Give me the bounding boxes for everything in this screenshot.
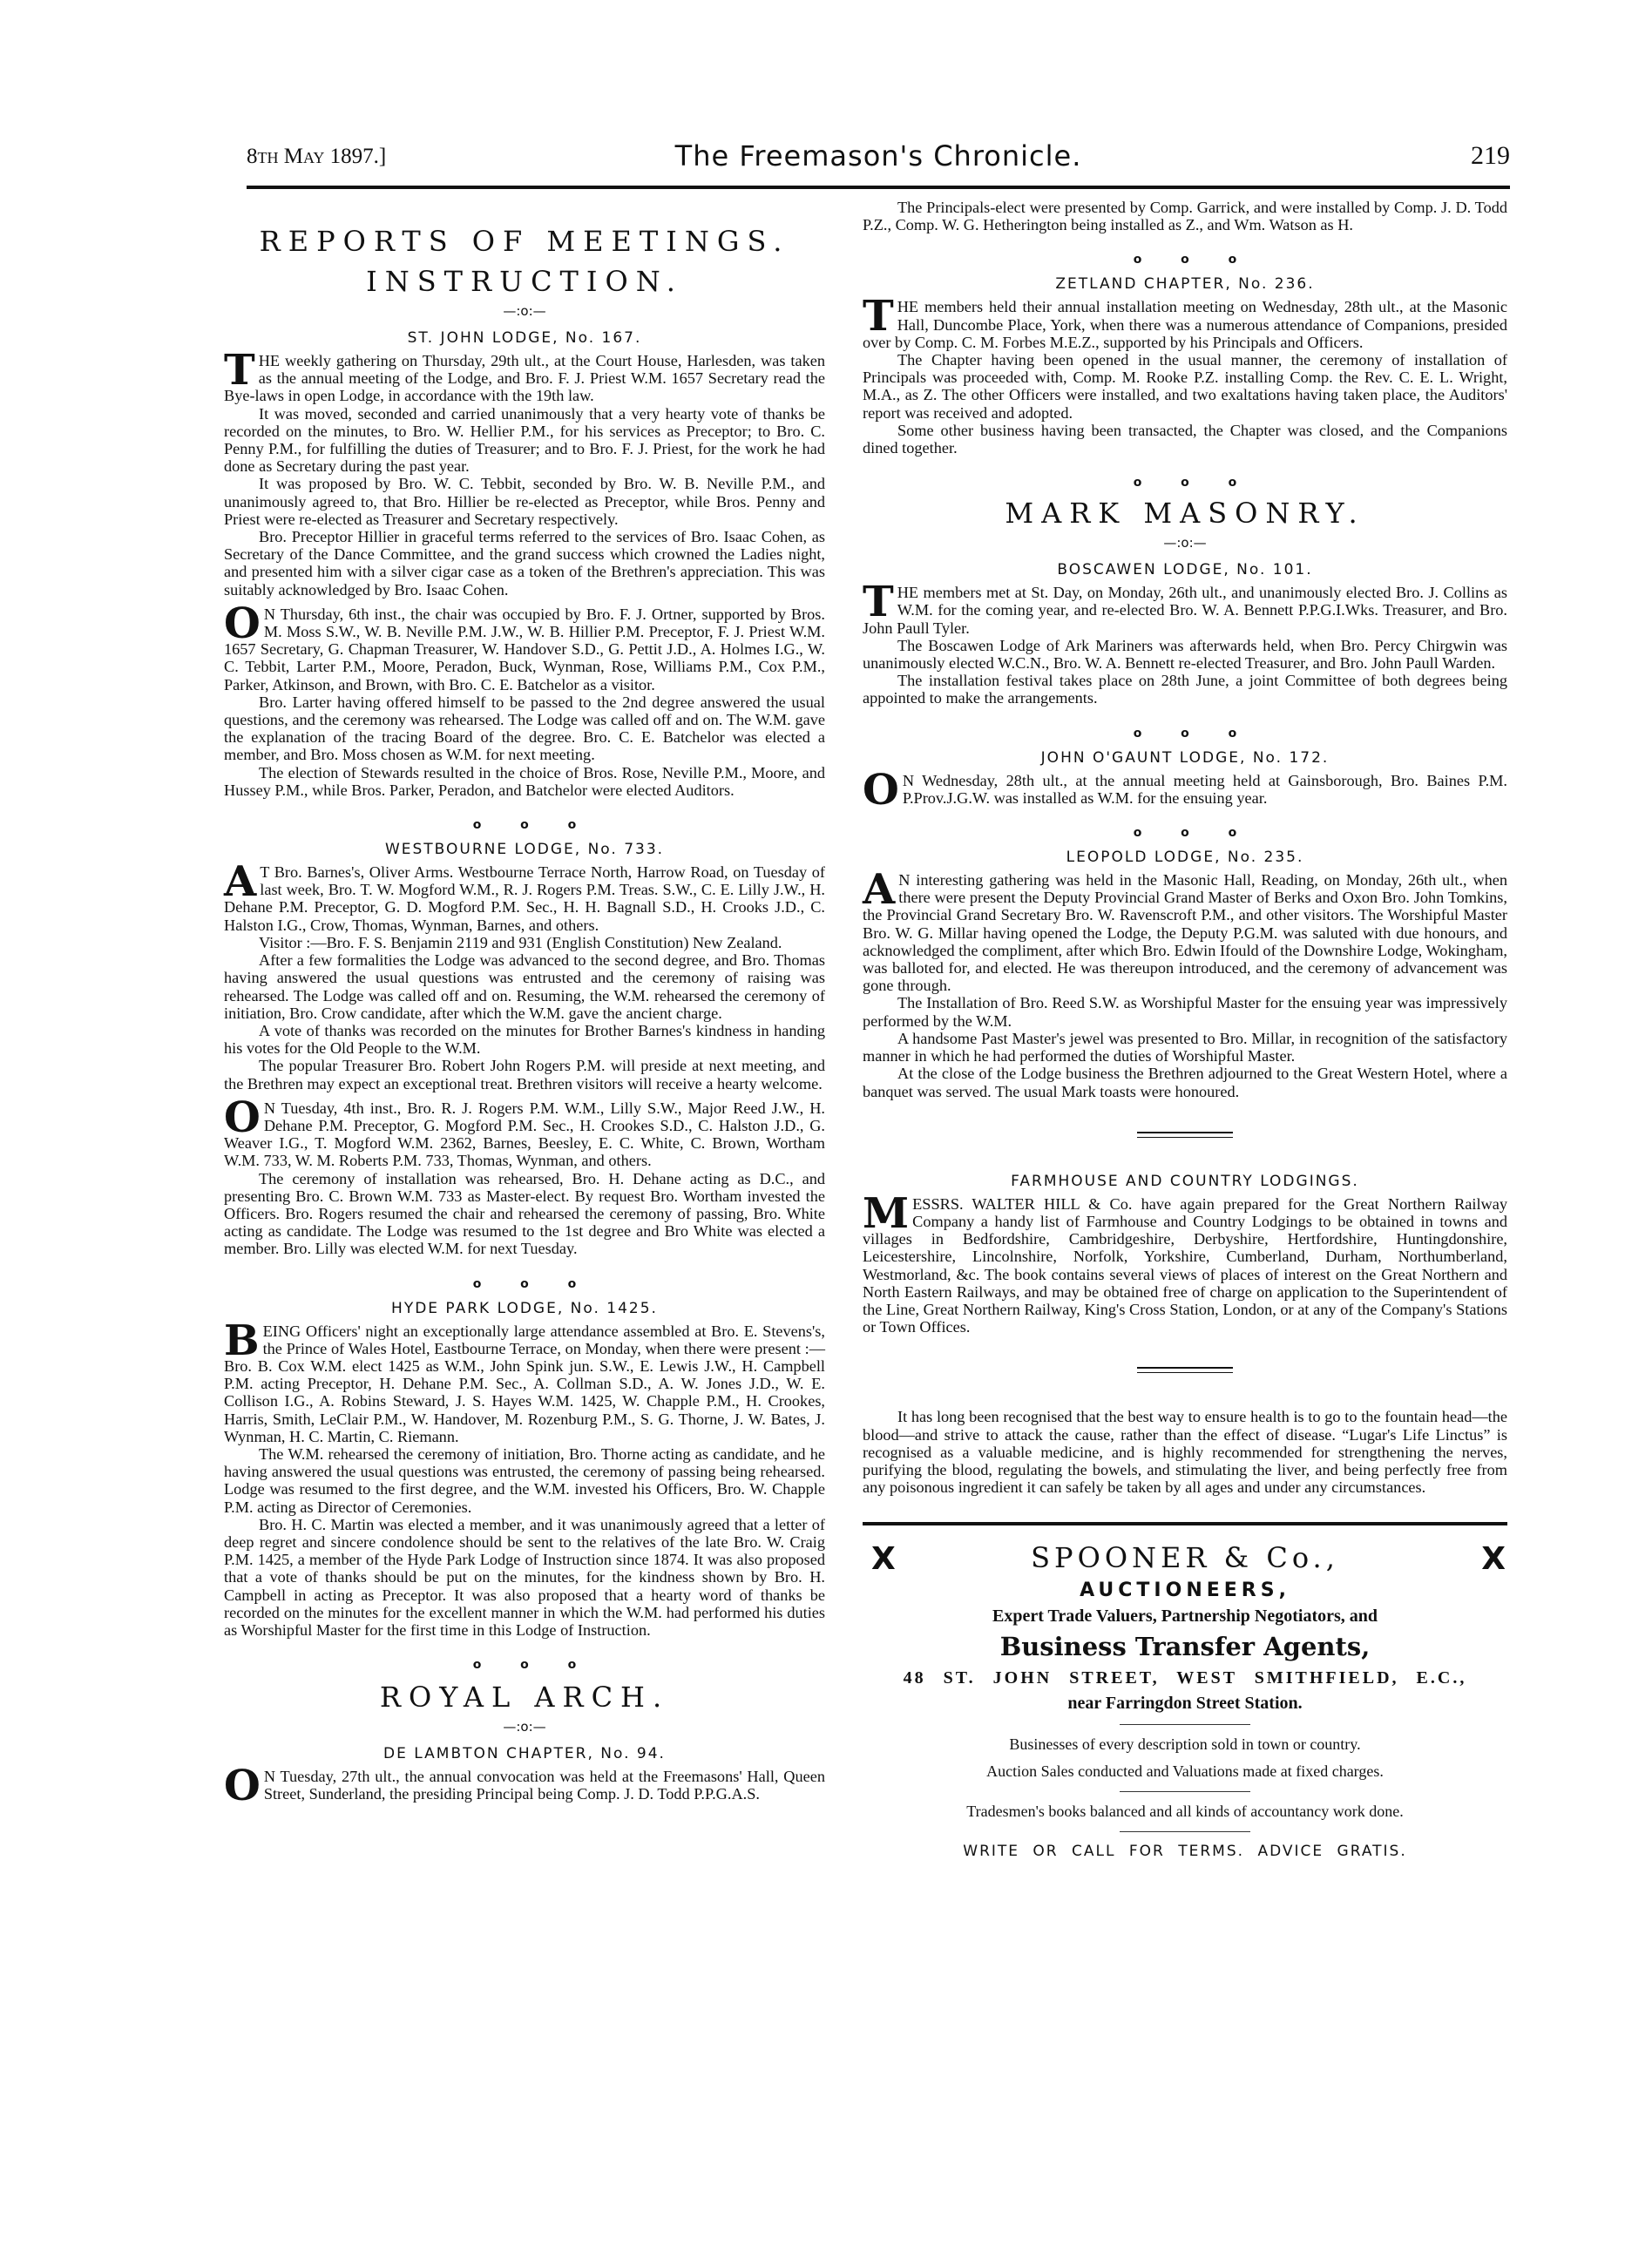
- divider: [1120, 1724, 1250, 1725]
- paragraph: A handsome Past Master's jewel was presented to Bro. Millar, in recognition of the satisfactory manner in which he had performed the duties of Worshipful Master.: [863, 1029, 1507, 1065]
- divider-mark: —:o:—: [503, 303, 546, 319]
- paragraph: The Boscawen Lodge of Ark Mariners was afterwards held, when Bro. Percy Chirgwin was unanimously elected W.C.N., Bro. W. A. Bennett re-elected Treasurer, and Bro. John Paull Warden.: [863, 636, 1507, 673]
- section-title-reports: REPORTS OF MEETINGS.: [259, 225, 790, 258]
- paragraph: O N Tuesday, 27th ult., the annual convocation was held at the Freemasons' Hall, Queen Street, Sunderland, the presiding Principal being Comp. J. D. Todd P.P.G.A.S.: [224, 1762, 825, 1811]
- continuation-paragraph: The Principals-elect were presented by Comp. Garrick, and were installed by Comp. J. D. Todd P.Z., Comp. W. G. Hetherington being installed as Z., and Wm. Watson as H.: [863, 199, 1507, 234]
- ad-line: Auction Sales conducted and Valuations made at fixed charges.: [986, 1762, 1384, 1781]
- article-heading: ZETLAND CHAPTER, No. 236.: [1055, 275, 1315, 294]
- article-heading: HYDE PARK LODGE, No. 1425.: [391, 1299, 658, 1317]
- section-royal-arch: [224, 1681, 825, 1811]
- page-number: 219: [1471, 141, 1510, 170]
- paragraph: It was proposed by Bro. W. C. Tebbit, seconded by Bro. W. B. Neville P.M., and unanimously agreed to, that Bro. Hillier be re-elected as Preceptor, while Bros. Penny and Priest were re-elected as Treasurer and Secretary respectively.: [224, 475, 825, 528]
- article-farmhouse-lodgings: [863, 1173, 1507, 1336]
- separator: o o o: [472, 818, 577, 833]
- short-rule: [1137, 1132, 1233, 1138]
- paragraph: Bro. Larter having offered himself to be passed to the 2nd degree answered the usual questions, and the ceremony was rehearsed. The Lodge was called off and on. The W.M. gave the explanation of the tracing Board of the degree. Bro. C. E. Batchelor was elected a member, and Bro. Moss chosen as W.M. for next meeting.: [224, 693, 825, 764]
- paragraph: The popular Treasurer Bro. Robert John Rogers P.M. will preside at next meeting, and the Brethren may expect an exceptional treat. Brethren visitors will receive a hearty welcome.: [224, 1057, 825, 1092]
- article-heading: ST. JOHN LODGE, No. 167.: [407, 329, 642, 347]
- services: Expert Trade Valuers, Partnership Negotiators, and: [992, 1606, 1378, 1627]
- address: 48 ST. JOHN STREET, WEST SMITHFIELD, E.C.,: [903, 1668, 1467, 1688]
- firm-name: SPOONER & Co.,: [1031, 1541, 1339, 1575]
- paragraph: The W.M. rehearsed the ceremony of initiation, Bro. Thorne acting as candidate, and he having answered the usual questions was entrusted, the ceremony of passing being rehearsed. Lodge was resumed to the first degree, and the W.M. invested his Officers, Bro. W. Chapple P.M. acting as Director of Ceremonies.: [224, 1444, 825, 1516]
- paragraph: After a few formalities the Lodge was advanced to the second degree, and Bro. Thomas having answered the usual questions was entrusted and the ceremony of raising was rehearsed. The Lodge was called off and on. Resuming, the W.M. rehearsed the ceremony of initiation, Bro. Crow candidate, after which the W.M. gave the ancient charge.: [224, 951, 825, 1022]
- paragraph: A vote of thanks was recorded on the minutes for Brother Barnes's kindness in handing his votes for the Old People to the W.M.: [224, 1021, 825, 1058]
- drop-cap: O: [224, 1092, 261, 1142]
- paragraph: The installation festival takes place on 28th June, a joint Committee of both degrees being appointed to make the arrangements.: [863, 672, 1507, 707]
- left-column: [224, 199, 825, 1811]
- divider-mark: —:o:—: [1163, 535, 1207, 551]
- lugar-notice: It has long been recognised that the best way to ensure health is to go to the fountain head—the blood—and strive to attack the cause, rather than the effect of disease. “Lugar's Life Linctus” is recognised as a valuable medicine, and is highly recommended for strengthening the nerves, purifying the blood, regulating the bowels, and stimulating the liver, and being perfectly free from any poisonous ingredient it can safely be taken by all ages and under any circumstances.: [863, 1408, 1507, 1497]
- article-heading: FARMHOUSE AND COUNTRY LODGINGS.: [1011, 1172, 1359, 1190]
- separator: o o o: [1133, 826, 1237, 841]
- drop-cap: T: [224, 346, 255, 395]
- header-rule: [247, 186, 1510, 189]
- separator: o o o: [1133, 726, 1237, 741]
- article-heading: DE LAMBTON CHAPTER, No. 94.: [383, 1745, 666, 1763]
- short-rule: [1137, 1367, 1233, 1373]
- paragraph: THE weekly gathering on Thursday, 29th ult., at the Court House, Harlesden, was taken as the annual meeting of the Lodge, and Bro. F. J. Priest W.M. 1657 Secretary read the Bye-laws in open Lodge, in accordance with the 19th law.: [224, 346, 825, 405]
- issue-date: 8th May 1897.]: [247, 145, 387, 168]
- paragraph: Visitor :—Bro. F. S. Benjamin 2119 and 931 (English Constitution) New Zealand.: [259, 933, 782, 951]
- trade: AUCTIONEERS,: [1080, 1579, 1290, 1602]
- separator: o o o: [1133, 476, 1237, 490]
- article-westbourne-lodge: [224, 841, 825, 1257]
- divider-mark: —:o:—: [503, 1719, 546, 1735]
- article-heading: JOHN O'GAUNT LODGE, No. 172.: [1040, 748, 1330, 767]
- drop-cap: T: [863, 578, 894, 627]
- drop-cap: O: [224, 599, 261, 648]
- paragraph: The ceremony of installation was rehearsed, Bro. H. Dehane acting as D.C., and presenting Bro. C. Brown W.M. 733 as Master-elect. By request Bro. Wortham invested the Officers. Bro. Rogers resumed the chair and rehearsed the ceremony of passing, Bro. White acting as candidate. The Lodge was resumed to the 1st degree and Bro White was elected a member. Bro. Lilly was elected W.M. for next Tuesday.: [224, 1169, 825, 1258]
- separator: o o o: [472, 1276, 577, 1291]
- advert-rule: [863, 1522, 1507, 1525]
- ad-line: Businesses of every description sold in town or country.: [1009, 1735, 1361, 1754]
- paragraph: Some other business having been transacted, the Chapter was closed, and the Companions dined together.: [863, 421, 1507, 457]
- paragraph: At the close of the Lodge business the Brethren adjourned to the Great Western Hotel, where a banquet was served. The usual Mark toasts were honoured.: [863, 1065, 1507, 1100]
- divider: [1120, 1831, 1250, 1832]
- paragraph: THE members met at St. Day, on Monday, 26th ult., and unanimously elected Bro. J. Collins as W.M. for the coming year, and re-elected Bro. W. A. Bennett P.P.G.I.Wks. Treasurer, and Bro. John Paull Tyler.: [863, 578, 1507, 637]
- paragraph: THE members held their annual installation meeting on Wednesday, 28th ult., at the Masonic Hall, Duncombe Place, York, when there was a numerous attendance of Companions, presided over by Comp. C. M. Forbes M.E.Z., supported by his Principals and Officers.: [863, 292, 1507, 351]
- drop-cap: M: [863, 1188, 910, 1238]
- paragraph: The election of Stewards resulted in the choice of Bros. Rose, Neville P.M., Moore, and Hussey P.M., while Bros. Parker, Peradon, and Batchelor were elected Auditors.: [224, 763, 825, 799]
- drop-cap: B: [224, 1316, 260, 1365]
- terms: WRITE OR CALL FOR TERMS. ADVICE GRATIS.: [963, 1843, 1407, 1861]
- x-mark-icon: X: [871, 1541, 896, 1578]
- paragraph: The Chapter having been opened in the usual manner, the ceremony of installation of Principals was proceeded with, Comp. M. Rooke P.Z. installing Comp. the Rev. C. E. L. Wright, M.A., as Z. The other Officers were installed, and two exaltations having taken place, the Auditors' report was received and adopted.: [863, 351, 1507, 422]
- drop-cap: O: [224, 1762, 261, 1811]
- paragraph: The Installation of Bro. Reed S.W. as Worshipful Master for the ensuing year was impressively performed by the W.M.: [863, 994, 1507, 1030]
- separator: o o o: [1133, 253, 1237, 267]
- section-title-mark-masonry: MARK MASONRY.: [1005, 497, 1365, 531]
- headline: Business Transfer Agents,: [999, 1632, 1371, 1662]
- paragraph: Bro. H. C. Martin was elected a member, and it was unanimously agreed that a letter of deep regret and sincere condolence should be sent to the relatives of the late Bro. W. Craig P.M. 1425, a member of the Hyde Park Lodge of Instruction since 1874. It was also proposed that a vote of thanks should be put on the minutes, for the kindness shown by Bro. H. Campbell in acting as Preceptor. It was also proposed that a hearty word of thanks be recorded on the minutes for the excellent manner in which the W.M. had performed his duties as Worshipful Master for the first time in this Lodge of Instruction.: [224, 1515, 825, 1639]
- divider: [1120, 1791, 1250, 1792]
- ad-line: Tradesmen's books balanced and all kinds of accountancy work done.: [966, 1803, 1404, 1821]
- article-john-o-gaunt-lodge: [863, 748, 1507, 815]
- paragraph: MESSRS. WALTER HILL & Co. have again prepared for the Great Northern Railway Company a handy list of Farmhouse and Country Lodgings to be obtained in towns and villages in Bedfordshire, Cambridgeshire, Derbyshire, Hertfordshire, Huntingdonshire, Leicestershire, Lincolnshire, Norfolk, Yorkshire, Cumberland, Durham, Northumberland, Westmorland, &c. The book contains several views of places of interest on the Great Northern and North Eastern Railways, and may be obtained free of charge on application to the Superintendent of the Line, Great Northern Railway, King's Cross Station, London, or at any of the Company's Stations or Town Offices.: [863, 1188, 1507, 1336]
- paragraph: O N Wednesday, 28th ult., at the annual meeting held at Gainsborough, Bro. Baines P.M. P.Prov.J.G.W. was installed as W.M. for the ensuing year.: [863, 765, 1507, 815]
- x-mark-icon: X: [1481, 1541, 1506, 1578]
- article-heading: BOSCAWEN LODGE, No. 101.: [1057, 561, 1313, 579]
- spooner-advertisement: [863, 1541, 1507, 1860]
- subsection-title-instruction: INSTRUCTION.: [366, 265, 683, 298]
- right-column: [863, 199, 1507, 1860]
- paragraph: Bro. Preceptor Hillier in graceful terms referred to the services of Bro. Isaac Cohen, as Secretary of the Dance Committee, and the grand success which crowned the Ladies night, and presented him with a silver cigar case as a token of the Brethren's appreciation. This was suitably acknowledged by Bro. Isaac Cohen.: [224, 528, 825, 599]
- paragraph: It was moved, seconded and carried unanimously that a very hearty vote of thanks be recorded on the minutes, to Bro. W. Hellier P.M., for his services as Preceptor; to Bro. C. Penny P.M., for fulfilling the duties of Treasurer; and to Bro. F. J. Priest, for the work he had done as Secretary during the past year.: [224, 404, 825, 476]
- article-heading: WESTBOURNE LODGE, No. 733.: [384, 841, 665, 859]
- drop-cap: O: [863, 765, 899, 815]
- paragraph: O N Thursday, 6th inst., the chair was occupied by Bro. F. J. Ortner, supported by Bros. M. Moss S.W., W. B. Neville P.M. J.W., W. B. Hillier P.M. Preceptor, F. J. Priest W.M. 1657 Secretary, G. Chapman Treasurer, W. Handover S.D., G. Pettit J.D., A. Holmes I.G., W. C. Tebbit, Larter P.M., Moore, Peradon, Buck, Wynman, Rose, Williams P.M., Cox P.M., Parker, Atkinson, and Brown, with Bro. C. E. Batchelor as a visitor.: [224, 599, 825, 693]
- article-hyde-park-lodge: [224, 1300, 825, 1640]
- article-st-john-lodge: [224, 329, 825, 799]
- drop-cap: T: [863, 292, 894, 342]
- section-mark-masonry: [863, 497, 1507, 1099]
- paragraph: A N interesting gathering was held in the Masonic Hall, Reading, on Monday, 26th ult., when there were present the Deputy Provincial Grand Master of Berks and Oxon Bro. John Tomkins, the Provincial Grand Secretary Bro. W. Ravenscroft P.M., and other visitors. The Worshipful Master Bro. W. G. Millar having opened the Lodge, the Deputy P.G.M. was saluted with due honours, and acknowledged the compliment, after which Bro. Edwin Ifould of the Downshire Lodge, Wokingham, was balloted for, and elected. He was thereupon introduced, and the ceremony of advancement was gone through.: [863, 865, 1507, 995]
- section-title-royal-arch: ROYAL ARCH.: [379, 1681, 670, 1715]
- paragraph: A T Bro. Barnes's, Oliver Arms. Westbourne Terrace North, Harrow Road, on Tuesday of last week, Bro. T. W. Mogford W.M., R. J. Rogers P.M. Treas. S.W., C. E. Lilly J.W., H. Dehane P.M. Preceptor, G. D. Mogford P.M. Sec., H. H. Bagnall S.D., H. Crooks J.D., C. Halston I.G., Crow, Thomas, Wynman, Barnes, and others.: [224, 857, 825, 934]
- paragraph: BEING Officers' night an exceptionally large attendance assembled at Bro. E. Stevens's, the Prince of Wales Hotel, Eastbourne Terrace, on Monday, when there were present :—Bro. B. Cox W.M. elect 1425 as W.M., John Spink jun. S.W., E. Lewis J.W., H. Campbell P.M. acting Preceptor, H. Dehane P.M. Sec., A. Collman S.D., A. W. Jones J.D., W. E. Collison I.G., A. Robins Steward, J. S. Hayes W.M. 1425, W. Chapple P.M., H. Crookes, Harris, Smith, LeClair P.M., W. Handover, M. Rozenburg P.M., S. G. Thorne, J. W. Bates, J. Wynman, H. C. Martin, C. Riemann.: [224, 1316, 825, 1445]
- separator: o o o: [472, 1658, 577, 1673]
- masthead: [247, 139, 1510, 183]
- article-heading: LEOPOLD LODGE, No. 235.: [1066, 849, 1304, 867]
- publication-title: The Freemason's Chronicle.: [674, 139, 1082, 172]
- near-station: near Farringdon Street Station.: [1067, 1694, 1303, 1714]
- paragraph: O N Tuesday, 4th inst., Bro. R. J. Rogers P.M. W.M., Lilly S.W., Major Reed J.W., H. Dehane P.M. Preceptor, G. Mogford P.M. Sec., H. Crookes S.D., C. Halston J.D., G. Weaver I.G., T. Mogford W.M. 2362, Barnes, Beesley, E. C. White, C. Brown, Wortham W.M. 733, W. M. Roberts P.M. 733, Thomas, Wynman, and others.: [224, 1092, 825, 1170]
- drop-cap: A: [224, 857, 257, 907]
- article-zetland-chapter: [863, 275, 1507, 457]
- drop-cap: A: [863, 865, 896, 915]
- article-boscawen-lodge: [863, 561, 1507, 707]
- article-leopold-lodge: [863, 849, 1507, 1100]
